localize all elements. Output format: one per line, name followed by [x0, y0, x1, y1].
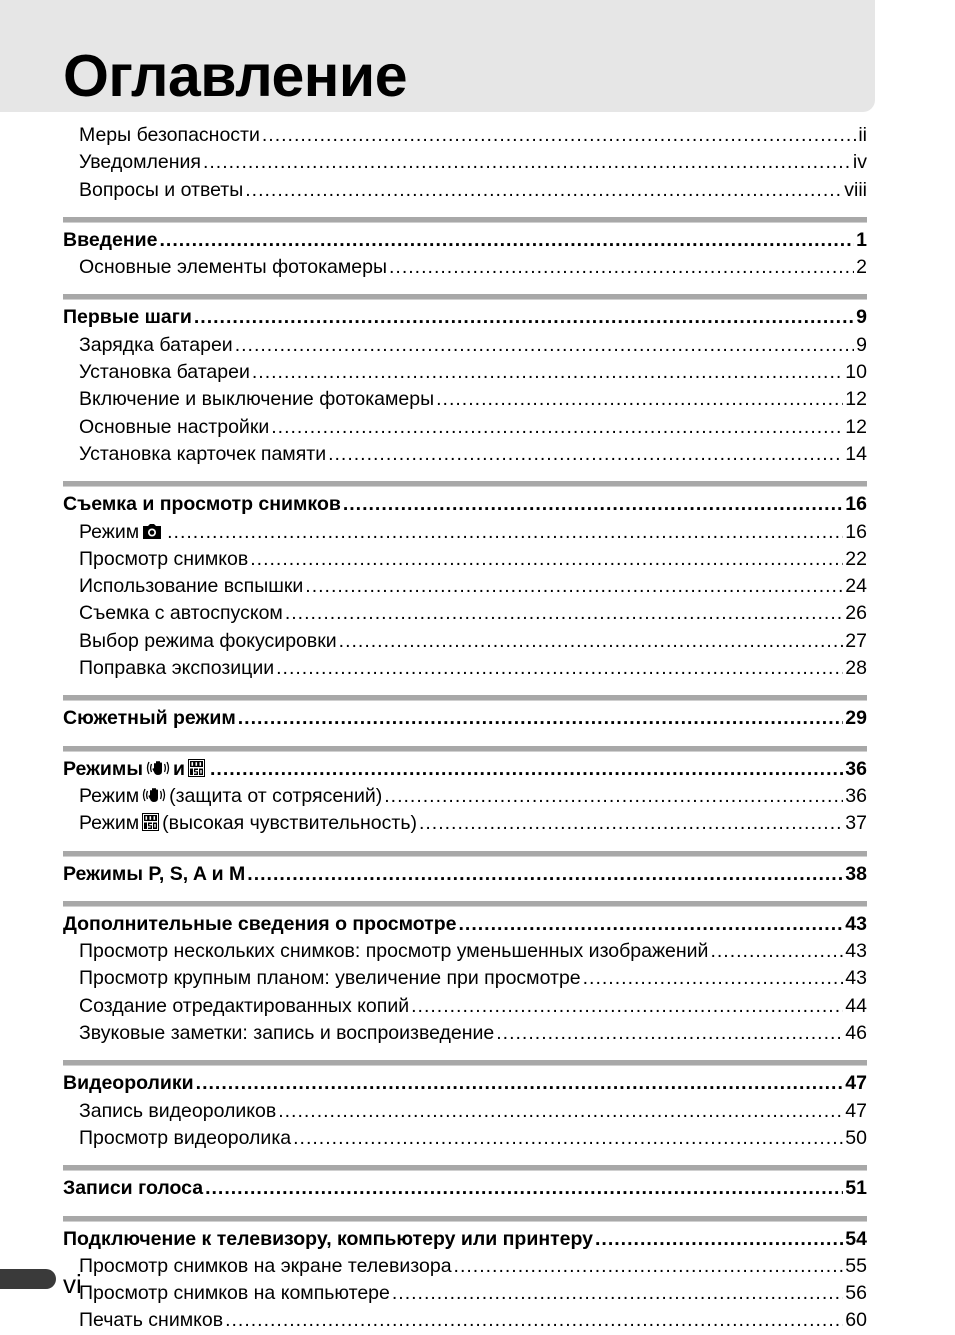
toc-section-page: 38 — [845, 862, 867, 885]
dot-leader — [343, 491, 843, 518]
toc-section-voice-recordings[interactable] — [63, 1175, 867, 1202]
toc-section-page: 47 — [845, 1072, 867, 1095]
dot-leader — [389, 254, 854, 281]
dot-leader — [496, 1020, 843, 1047]
toc-section-page: 51 — [845, 1177, 867, 1200]
toc-section-label-mid: и — [173, 757, 185, 780]
toc-section-introduction[interactable] — [63, 227, 867, 254]
toc-entry-page: 14 — [845, 442, 867, 465]
dot-leader — [278, 1098, 843, 1125]
dot-leader — [262, 122, 856, 149]
toc-entry-label: Запись видеороликов — [79, 1099, 277, 1122]
section-divider — [63, 695, 867, 701]
toc-entry-label: Уведомления — [79, 151, 201, 174]
toc-section-label: Видеоролики — [63, 1072, 194, 1095]
toc-entry-label-prefix: Режим — [79, 784, 140, 807]
toc-entry[interactable] — [63, 655, 867, 682]
toc-entry-label: Просмотр снимков на экране телевизора — [79, 1254, 452, 1277]
toc-entry-page: 43 — [845, 940, 867, 963]
toc-entry-label: Использование вспышки — [79, 575, 304, 598]
toc-entry-label: Основные настройки — [79, 415, 270, 438]
dot-leader — [160, 227, 855, 254]
toc-entry-page: 12 — [845, 415, 867, 438]
page-title: Оглавление — [63, 43, 408, 109]
toc-section-label: Сюжетный режим — [63, 707, 236, 730]
toc-entry-label — [79, 783, 382, 812]
toc-entry-page: 43 — [845, 967, 867, 990]
dot-leader — [436, 386, 843, 413]
dot-leader — [419, 810, 843, 837]
dot-leader — [459, 911, 844, 938]
section-divider — [63, 746, 867, 752]
toc-entry-auto-mode[interactable] — [63, 519, 867, 546]
toc-entry-page: ii — [858, 124, 867, 146]
toc-entry-label: Просмотр снимков — [79, 547, 249, 570]
toc-section-page: 36 — [845, 757, 867, 780]
toc-section-page: 9 — [856, 306, 867, 329]
toc-section-shooting-playback[interactable] — [63, 491, 867, 518]
toc-entry[interactable] — [63, 938, 867, 965]
toc-entry-label: Просмотр видеоролика — [79, 1126, 292, 1149]
toc-section-scene-mode[interactable] — [63, 705, 867, 732]
toc-entry-label: Основные элементы фотокамеры — [79, 256, 388, 279]
toc-entry-label-suffix: (защита от сотрясений) — [169, 784, 383, 807]
toc-entry-label: Поправка экспозиции — [79, 657, 275, 680]
toc-entry-page: 28 — [845, 657, 867, 680]
section-divider — [63, 1060, 867, 1066]
toc-entry-page: 55 — [845, 1254, 867, 1277]
toc-entry-label — [79, 810, 417, 839]
dot-leader — [384, 783, 843, 810]
toc-entry-page: 60 — [845, 1309, 867, 1332]
dot-leader — [411, 993, 843, 1020]
toc-entry-label-prefix: Режим — [79, 520, 140, 543]
dot-leader — [285, 600, 843, 627]
toc-entry-page: 37 — [845, 812, 867, 835]
toc-entry[interactable] — [63, 1125, 867, 1152]
dot-leader — [328, 441, 843, 468]
section-divider — [63, 481, 867, 487]
toc-entry-page: 26 — [845, 602, 867, 625]
toc-entry[interactable] — [63, 600, 867, 627]
toc-entry-notices[interactable] — [63, 149, 867, 176]
toc-entry-page: 22 — [845, 547, 867, 570]
toc-entry-page: 27 — [845, 629, 867, 652]
toc-entry-page: 47 — [845, 1099, 867, 1122]
toc-entry[interactable] — [63, 414, 867, 441]
toc-entry[interactable] — [63, 254, 867, 281]
camera-icon — [142, 521, 162, 548]
dot-leader — [196, 1070, 844, 1097]
toc-entry-safety[interactable] — [63, 122, 867, 149]
toc-entry-label: Просмотр крупным планом: увеличение при просмотре — [79, 967, 581, 990]
toc-entry-label: Просмотр снимков на компьютере — [79, 1282, 390, 1305]
toc-entry[interactable] — [63, 546, 867, 573]
dot-leader — [225, 1307, 843, 1334]
toc-section-movies[interactable] — [63, 1070, 867, 1097]
toc-entry[interactable] — [63, 1020, 867, 1047]
section-divider — [63, 294, 867, 300]
toc-entry[interactable] — [63, 628, 867, 655]
dot-leader — [235, 332, 854, 359]
toc-entry-page: 36 — [845, 784, 867, 807]
anti-shake-icon — [142, 785, 166, 812]
dot-leader — [203, 149, 851, 176]
toc-section-more-playback[interactable] — [63, 911, 867, 938]
dot-leader — [252, 359, 843, 386]
high-iso-icon — [188, 758, 205, 785]
toc-entry-label: Просмотр нескольких снимков: просмотр уменьшенных изображений — [79, 940, 709, 963]
toc-entry-label: Установка карточек памяти — [79, 442, 327, 465]
page-edge-tab — [0, 1269, 56, 1289]
toc-entry-page: 46 — [845, 1022, 867, 1045]
dot-leader — [194, 304, 854, 331]
dot-leader — [250, 546, 843, 573]
dot-leader — [276, 655, 843, 682]
toc-section-label — [63, 756, 208, 785]
toc-section-page: 43 — [845, 912, 867, 935]
toc-entry-page: 10 — [845, 361, 867, 384]
toc-entry-label: Установка батареи — [79, 361, 250, 384]
toc-entry-label — [79, 519, 165, 548]
dot-leader — [595, 1226, 843, 1253]
toc-section-connections[interactable] — [63, 1226, 867, 1253]
section-divider — [63, 1216, 867, 1222]
dot-leader — [392, 1280, 843, 1307]
toc-section-label: Первые шаги — [63, 306, 192, 329]
table-of-contents — [63, 122, 867, 1335]
toc-entry[interactable] — [63, 573, 867, 600]
dot-leader — [167, 519, 843, 546]
toc-entry[interactable] — [63, 965, 867, 992]
toc-section-label-prefix: Режимы — [63, 757, 143, 780]
high-iso-icon — [142, 812, 159, 839]
dot-leader — [710, 938, 843, 965]
toc-entry-page: 16 — [845, 520, 867, 543]
toc-entry[interactable] — [63, 1280, 867, 1307]
toc-entry-page: 50 — [845, 1126, 867, 1149]
toc-entry-label: Включение и выключение фотокамеры — [79, 388, 435, 411]
toc-entry-vr-mode[interactable] — [63, 783, 867, 810]
toc-entry-label: Создание отредактированных копий — [79, 994, 410, 1017]
toc-entry-page: 44 — [845, 994, 867, 1017]
section-divider — [63, 1165, 867, 1171]
toc-entry-label: Вопросы и ответы — [79, 178, 244, 201]
toc-section-page: 29 — [845, 707, 867, 730]
toc-section-label: Режимы P, S, A и M — [63, 862, 246, 885]
dot-leader — [293, 1125, 843, 1152]
dot-leader — [245, 177, 842, 204]
dot-leader — [454, 1253, 844, 1280]
toc-entry-high-iso-mode[interactable] — [63, 810, 867, 837]
toc-entry-label-suffix: (высокая чувствительность) — [162, 812, 417, 835]
section-divider — [63, 901, 867, 907]
toc-section-page: 1 — [856, 228, 867, 251]
toc-entry[interactable] — [63, 332, 867, 359]
toc-entry[interactable] — [63, 359, 867, 386]
dot-leader — [247, 861, 843, 888]
section-divider — [63, 851, 867, 857]
toc-entry-faq[interactable] — [63, 177, 867, 204]
toc-section-label: Введение — [63, 228, 158, 251]
dot-leader — [271, 414, 843, 441]
toc-section-page: 16 — [845, 493, 867, 516]
dot-leader — [238, 705, 844, 732]
toc-entry-label: Зарядка батареи — [79, 333, 233, 356]
toc-entry[interactable] — [63, 441, 867, 468]
toc-entry[interactable] — [63, 1307, 867, 1334]
toc-entry[interactable] — [63, 386, 867, 413]
toc-entry-label: Выбор режима фокусировки — [79, 629, 337, 652]
toc-section-label: Записи голоса — [63, 1177, 204, 1200]
toc-entry-label: Меры безопасности — [79, 124, 260, 146]
dot-leader — [305, 573, 843, 600]
toc-entry-page: viii — [844, 178, 867, 201]
toc-section-label: Съемка и просмотр снимков — [63, 493, 341, 516]
toc-entry-label: Звуковые заметки: запись и воспроизведение — [79, 1022, 495, 1045]
toc-section-psam-modes[interactable] — [63, 861, 867, 888]
toc-entry[interactable] — [63, 1253, 867, 1280]
dot-leader — [339, 628, 844, 655]
toc-section-page: 54 — [845, 1227, 867, 1250]
toc-entry[interactable] — [63, 1098, 867, 1125]
toc-section-vr-iso-modes[interactable] — [63, 756, 867, 783]
toc-entry-page: iv — [852, 151, 867, 174]
anti-shake-icon — [146, 758, 170, 785]
toc-entry-page: 56 — [845, 1282, 867, 1305]
toc-section-label: Дополнительные сведения о просмотре — [63, 912, 457, 935]
toc-entry-label-prefix: Режим — [79, 812, 140, 835]
toc-entry-page: 9 — [856, 333, 867, 356]
toc-entry-page: 2 — [856, 256, 867, 279]
toc-entry-page: 12 — [845, 388, 867, 411]
page-number: vi — [63, 1269, 82, 1299]
dot-leader — [205, 1175, 843, 1202]
dot-leader — [583, 965, 844, 992]
toc-entry-label: Съемка с автоспуском — [79, 602, 283, 625]
toc-entry-label: Печать снимков — [79, 1309, 224, 1332]
toc-entry-page: 24 — [845, 575, 867, 598]
toc-entry[interactable] — [63, 993, 867, 1020]
dot-leader — [210, 756, 843, 783]
toc-section-first-steps[interactable] — [63, 304, 867, 331]
toc-section-label: Подключение к телевизору, компьютеру или принтеру — [63, 1227, 594, 1250]
section-divider — [63, 217, 867, 223]
